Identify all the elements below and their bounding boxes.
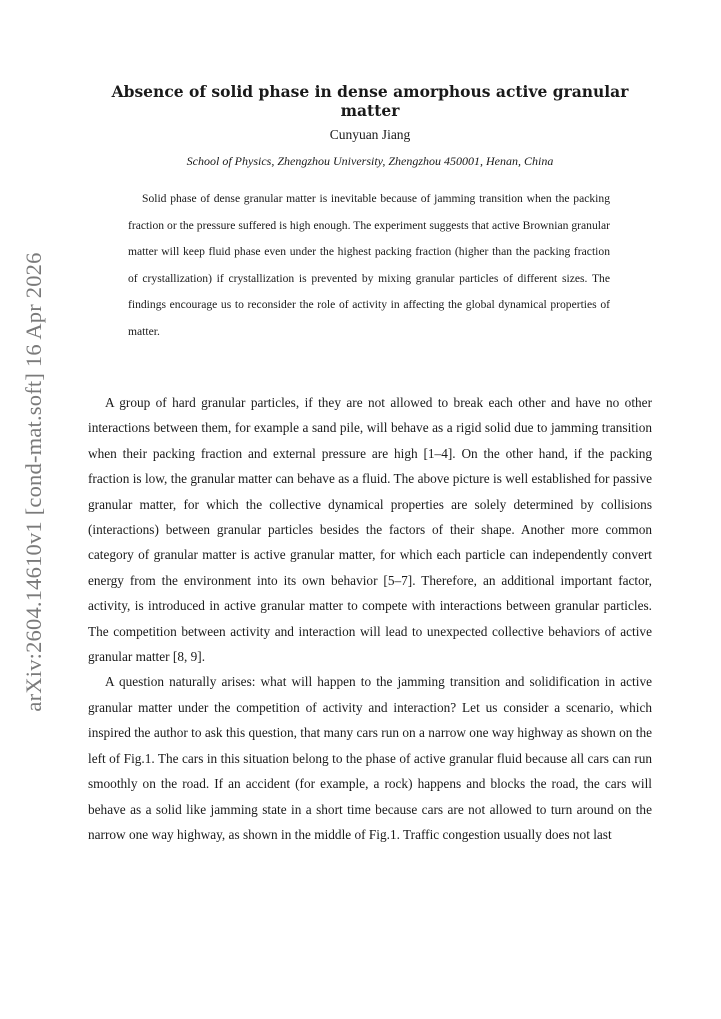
arxiv-identifier: arXiv:2604.14610v1 [cond-mat.soft] 16 Apr 2026 [21, 252, 46, 712]
paper-title: Absence of solid phase in dense amorphous active granular matter [111, 82, 629, 120]
body-text [88, 390, 652, 847]
author-name: Cunyuan Jiang [329, 127, 411, 142]
abstract: Solid phase of dense granular matter is inevitable because of jamming transition when the packing fraction or the pressure suffered is high enough. The experiment suggests that active Brownian granular matter will keep fluid phase even under the highest packing fraction (higher than the packing fraction of crystallization) if crystallization is prevented by mixing granular particles of different sizes. The findings encourage us to reconsider the role of activity in affecting the global dynamical properties of matter. [128, 192, 610, 338]
body-paragraph-1: A group of hard granular particles, if they are not allowed to break each other and have no other interactions between them, for example a sand pile, will behave as a rigid solid due to jamming transition when their packing fraction and external pressure are high [1–4]. On the other hand, if the packing fraction is low, the granular matter can behave as a fluid. The above picture is well established for passive granular matter, for which the collective dynamical properties are solely determined by collisions (interactions) between granular particles besides the factors of their shape. Another more common category of granular matter is active granular matter, for which each particle can independently convert energy from the environment into its own behavior [5–7]. Therefore, an additional important factor, activity, is introduced in active granular matter to compete with interactions between granular particles. The competition between activity and interaction will lead to unexpected collective behaviors of active granular matter [8, 9]. [88, 395, 652, 665]
body-paragraph-2: A question naturally arises: what will happen to the jamming transition and solidification in active granular matter under the competition of activity and interaction? Let us consider a scenario, which inspired the author to ask this question, that many cars run on a narrow one way highway as shown on the left of Fig.1. The cars in this situation belong to the phase of active granular fluid because all cars can run smoothly on the road. If an accident (for example, a rock) happens and blocks the road, the cars will behave as a solid like jamming state in a short time because cars are not allowed to turn around on the narrow one way highway, as shown in the middle of Fig.1. Traffic congestion usually does not last [88, 674, 652, 842]
author-affiliation: School of Physics, Zhengzhou University, Zhengzhou 450001, Henan, China [186, 154, 554, 168]
